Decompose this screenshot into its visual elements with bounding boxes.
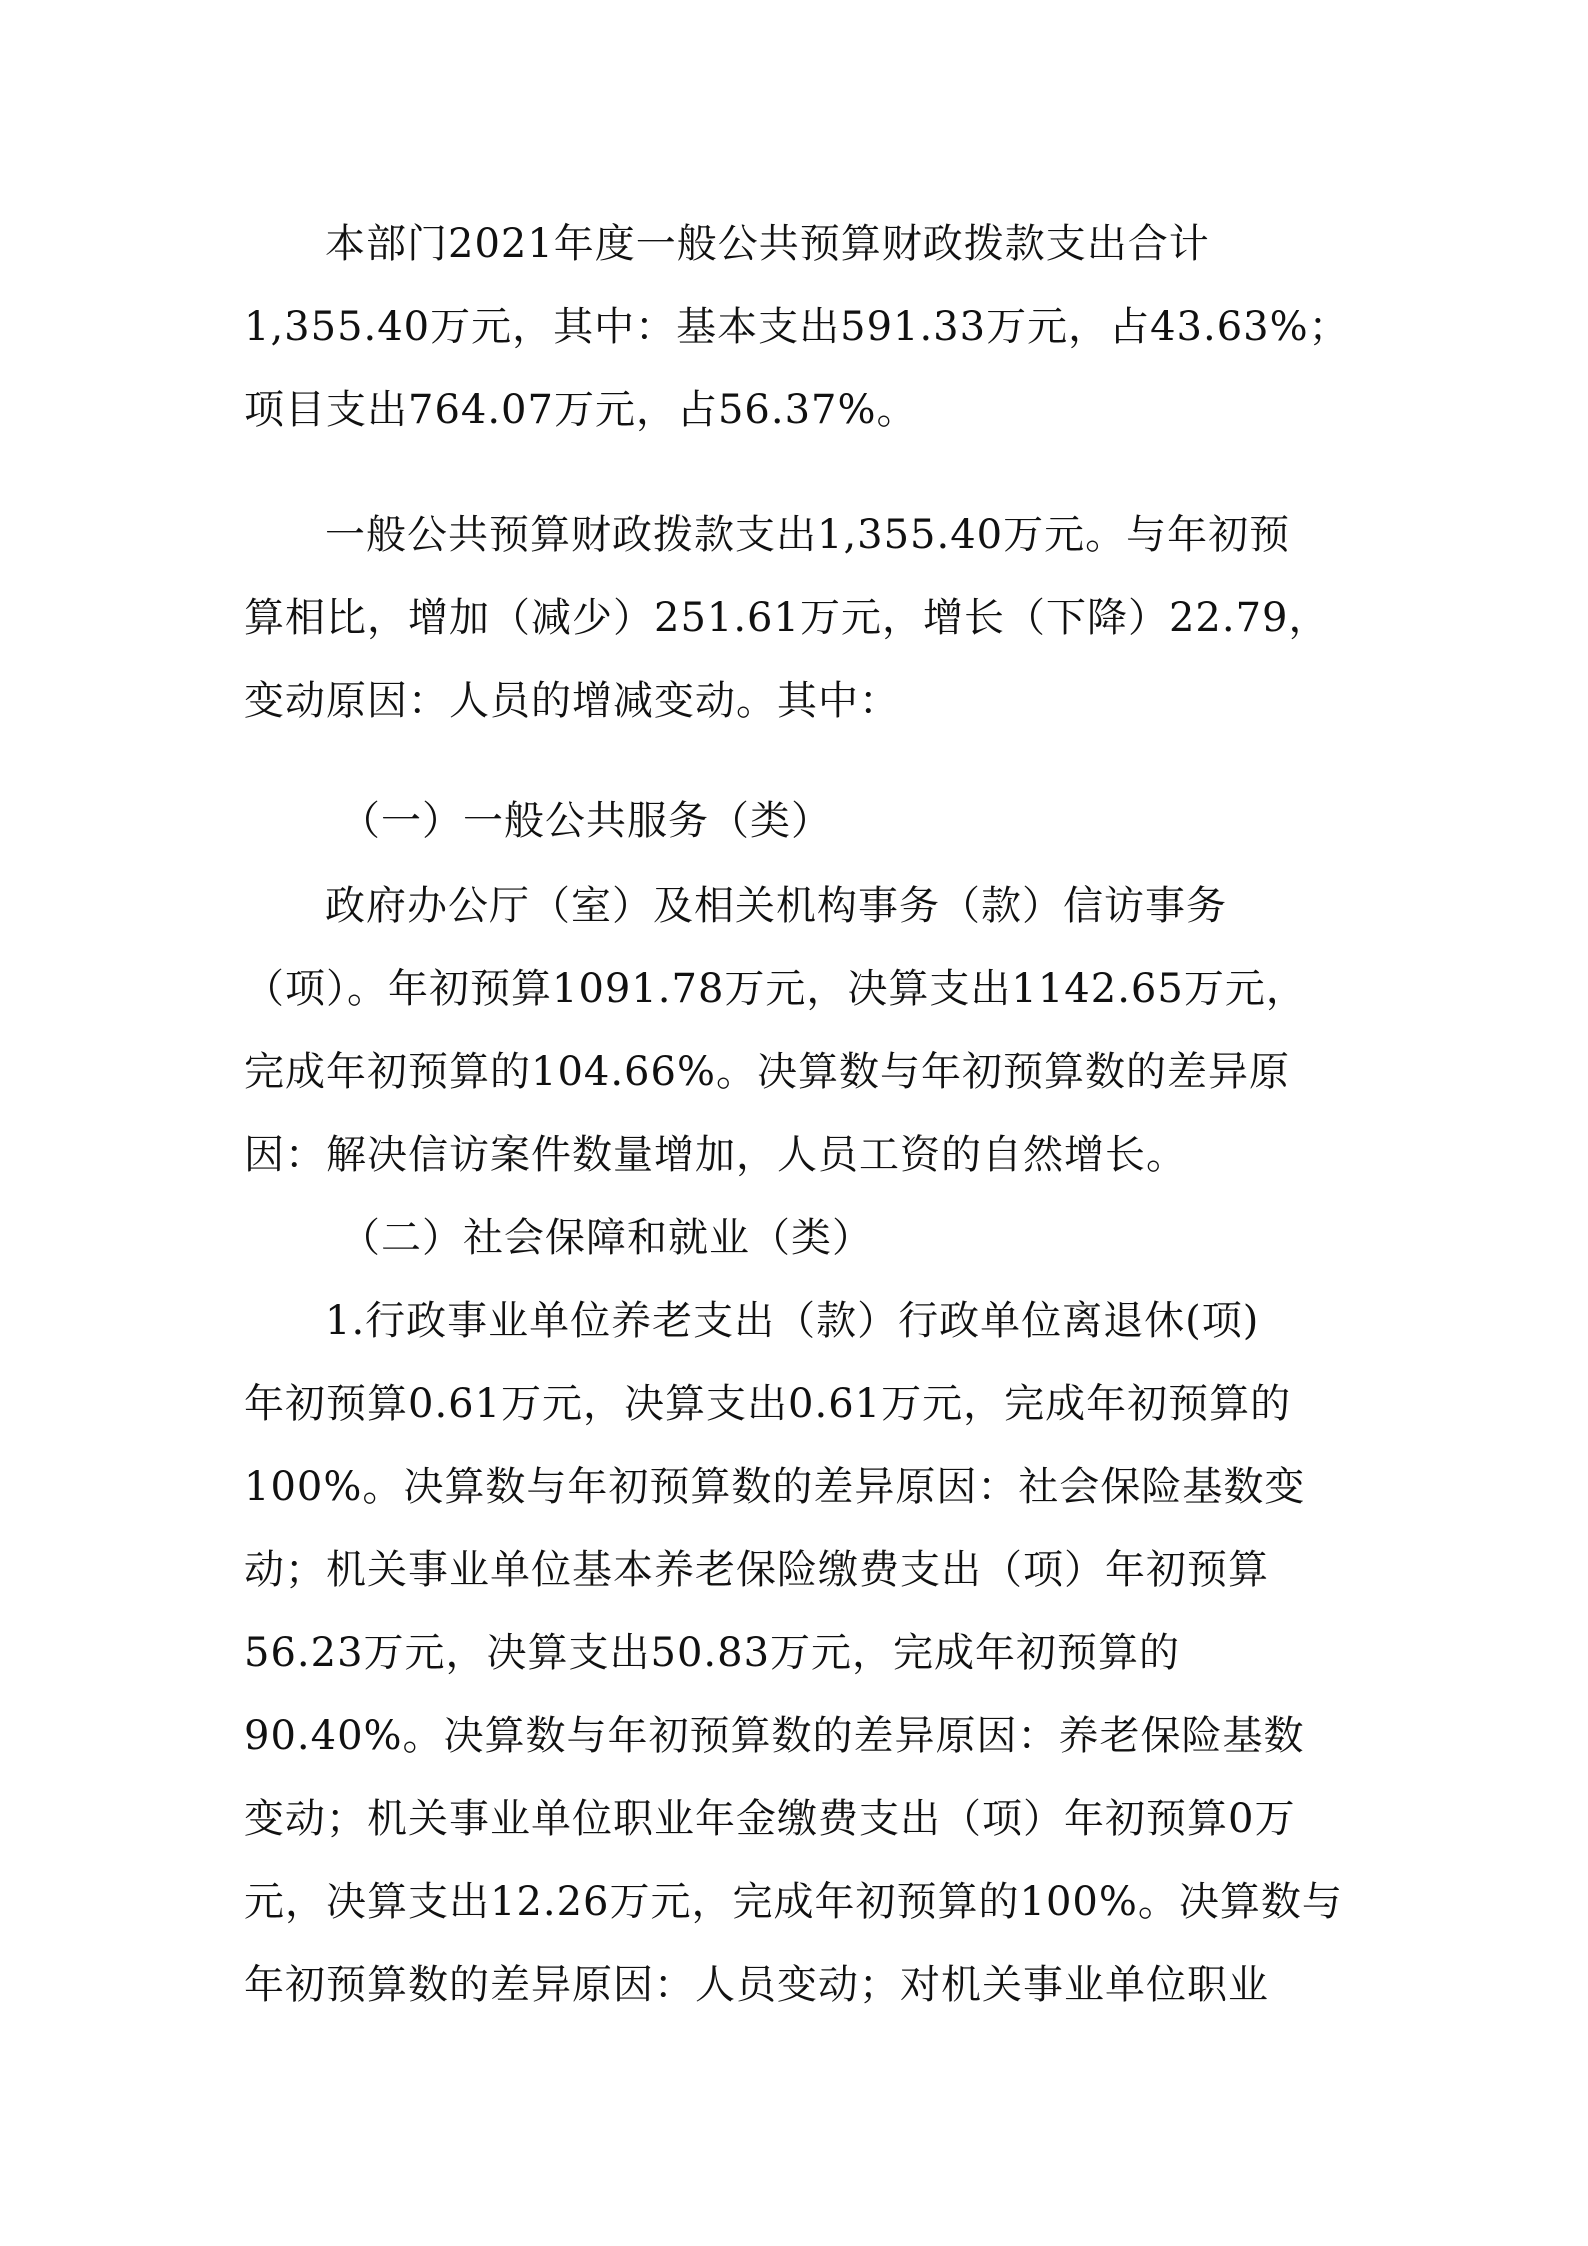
paragraph-line-21: 年初预算数的差异原因：人员变动；对机关事业单位职业 (244, 1962, 1269, 2008)
paragraph-line-2: 1,355.40万元，其中：基本支出591.33万元，占43.63%； (244, 304, 1350, 350)
paragraph-line-17: 56.23万元，决算支出50.83万元，完成年初预算的 (244, 1630, 1181, 1676)
paragraph-line-9: （项）。年初预算1091.78万元，决算支出1142.65万元， (244, 966, 1307, 1012)
paragraph-line-15: 100%。决算数与年初预算数的差异原因：社会保险基数变 (244, 1464, 1306, 1510)
section-heading-1: （一）一般公共服务（类） (340, 798, 832, 844)
paragraph-line-13: 1.行政事业单位养老支出（款）行政单位离退休(项) (325, 1298, 1260, 1344)
paragraph-line-1: 本部门2021年度一般公共预算财政拨款支出合计 (325, 221, 1210, 267)
section-heading-2: （二）社会保障和就业（类） (340, 1215, 873, 1261)
paragraph-line-14: 年初预算0.61万元，决算支出0.61万元，完成年初预算的 (244, 1381, 1292, 1427)
paragraph-line-16: 动；机关事业单位基本养老保险缴费支出（项）年初预算 (244, 1547, 1269, 1593)
paragraph-line-10: 完成年初预算的104.66%。决算数与年初预算数的差异原 (244, 1049, 1290, 1095)
paragraph-line-5: 算相比，增加（减少）251.61万元，增长（下降）22.79， (244, 595, 1330, 641)
paragraph-line-6: 变动原因：人员的增减变动。其中： (244, 678, 900, 724)
paragraph-line-18: 90.40%。决算数与年初预算数的差异原因：养老保险基数 (244, 1713, 1305, 1759)
paragraph-line-20: 元，决算支出12.26万元，完成年初预算的100%。决算数与 (244, 1879, 1343, 1925)
paragraph-line-19: 变动；机关事业单位职业年金缴费支出（项）年初预算0万 (244, 1796, 1296, 1842)
paragraph-line-3: 项目支出764.07万元，占56.37%。 (244, 387, 918, 433)
paragraph-line-4: 一般公共预算财政拨款支出1,355.40万元。与年初预 (325, 512, 1291, 558)
paragraph-line-8: 政府办公厅（室）及相关机构事务（款）信访事务 (325, 883, 1227, 929)
paragraph-line-11: 因：解决信访案件数量增加，人员工资的自然增长。 (244, 1132, 1187, 1178)
